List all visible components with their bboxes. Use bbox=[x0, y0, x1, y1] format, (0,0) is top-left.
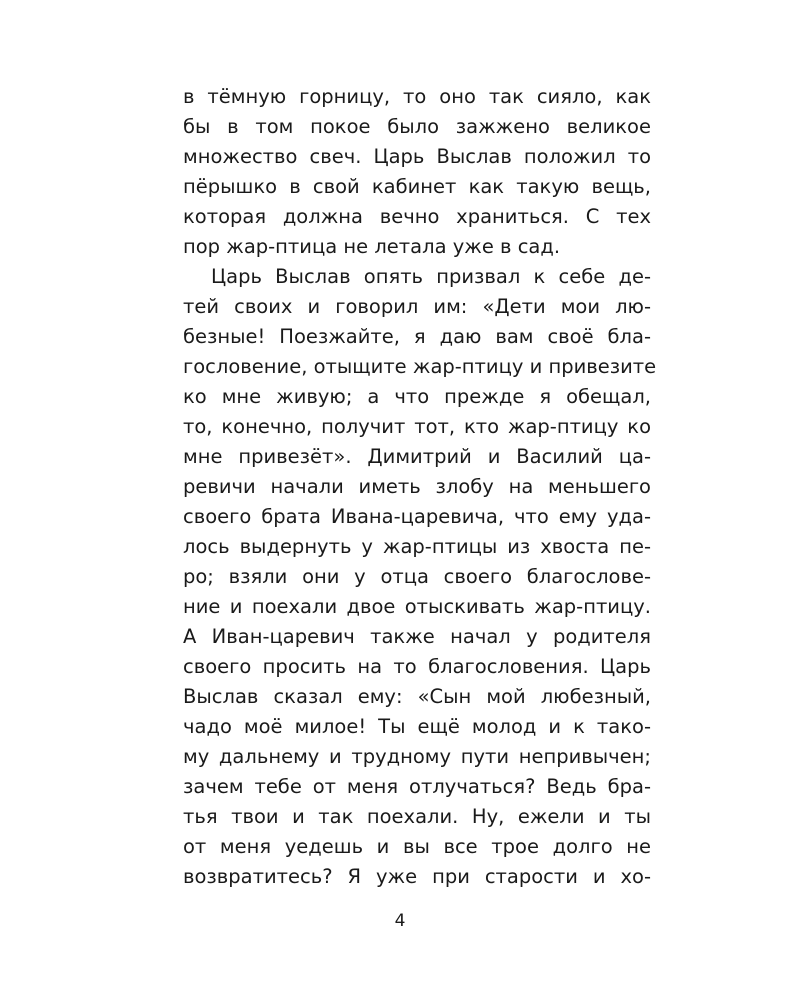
text-line: своего просить на то благословения. Царь bbox=[183, 655, 651, 678]
paragraph-2 bbox=[183, 262, 657, 892]
text-line: пор жар-птица не летала уже в сад. bbox=[183, 235, 561, 258]
text-line: ревичи начали иметь злобу на меньшего bbox=[183, 475, 651, 498]
text-line: ние и поехали двое отыскивать жар-птицу. bbox=[183, 595, 651, 618]
book-page-text bbox=[183, 82, 657, 892]
text-line: пёрышко в свой кабинет как такую вещь, bbox=[183, 175, 651, 198]
text-line: безные! Поезжайте, я даю вам своё бла- bbox=[183, 325, 651, 348]
text-line: Царь Выслав опять призвал к себе де- bbox=[211, 265, 651, 288]
paragraph-1 bbox=[183, 82, 651, 262]
text-line: му дальнему и трудному пути непривычен; bbox=[183, 745, 651, 768]
text-line: то, конечно, получит тот, кто жар-птицу ко bbox=[183, 415, 651, 438]
text-line: чадо моё милое! Ты ещё молод и к тако- bbox=[183, 715, 651, 738]
text-line: лось выдернуть у жар-птицы из хвоста пе- bbox=[183, 535, 651, 558]
text-line: возвратитесь? Я уже при старости и хо- bbox=[183, 865, 651, 888]
text-line: в тёмную горницу, то оно так сияло, как bbox=[183, 85, 651, 108]
text-line: бы в том покое было зажжено великое bbox=[183, 115, 651, 138]
text-line: от меня уедешь и вы все трое долго не bbox=[183, 835, 651, 858]
text-line: тья твои и так поехали. Ну, ежели и ты bbox=[183, 805, 651, 828]
text-line: которая должна вечно храниться. С тех bbox=[183, 205, 651, 228]
text-line: ро; взяли они у отца своего благослове- bbox=[183, 565, 651, 588]
text-line: А Иван-царевич также начал у родителя bbox=[183, 625, 651, 648]
page-number: 4 bbox=[394, 911, 406, 931]
text-line: мне привезёт». Димитрий и Василий ца- bbox=[183, 445, 651, 468]
text-line: Выслав сказал ему: «Сын мой любезный, bbox=[183, 685, 651, 708]
text-line: ко мне живую; а что прежде я обещал, bbox=[183, 385, 651, 408]
text-line: зачем тебе от меня отлучаться? Ведь бра- bbox=[183, 775, 651, 798]
text-line: своего брата Ивана-царевича, что ему уда- bbox=[183, 505, 651, 528]
text-line: множество свеч. Царь Выслав положил то bbox=[183, 145, 651, 168]
text-line: гословение, отыщите жар-птицу и привезите bbox=[183, 355, 657, 378]
text-line: тей своих и говорил им: «Дети мои лю- bbox=[183, 295, 651, 318]
